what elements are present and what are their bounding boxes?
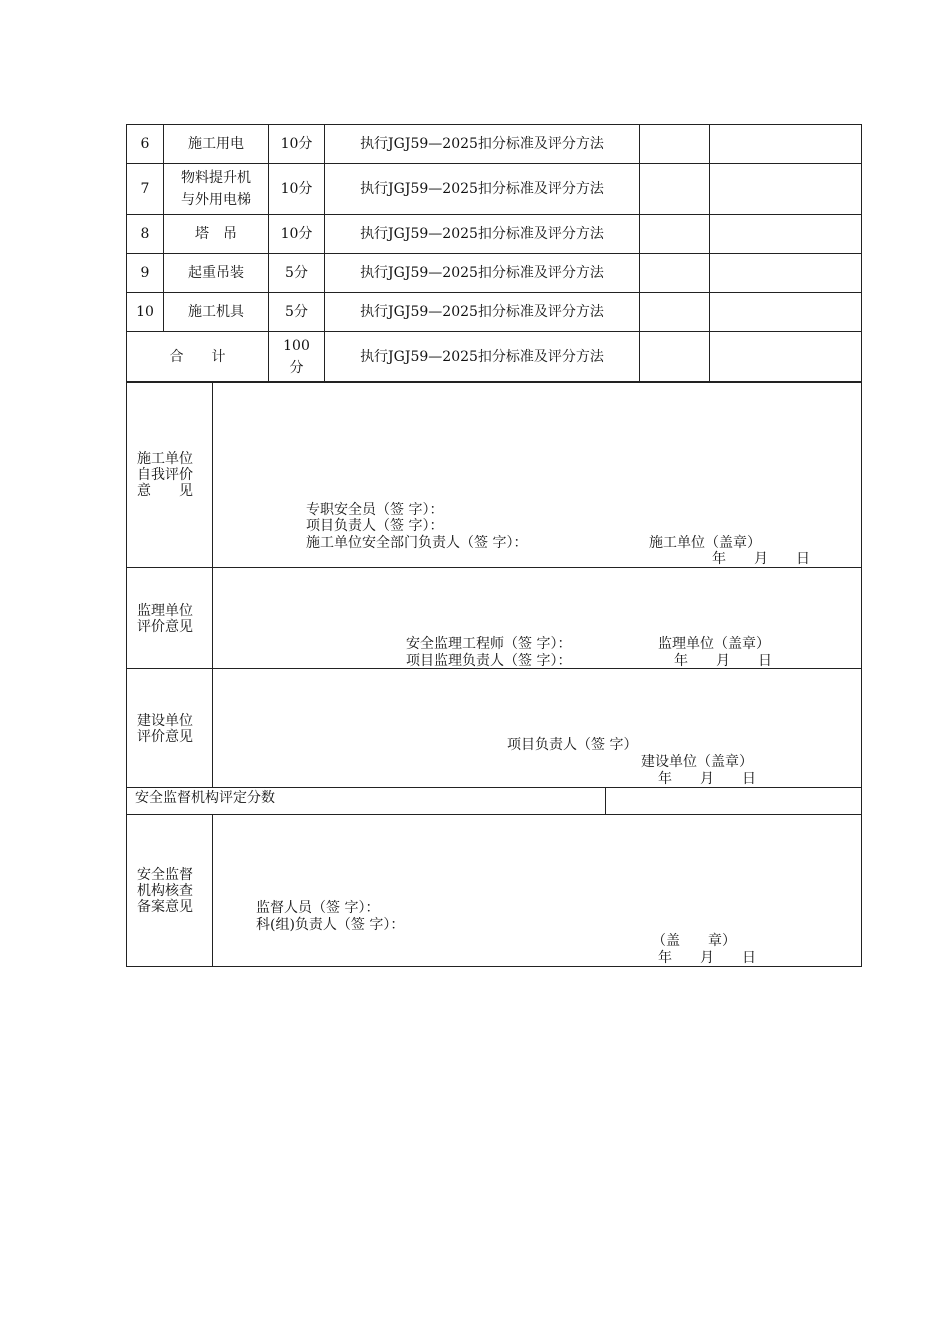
contractor-section-label xyxy=(137,451,207,499)
rule xyxy=(126,382,127,967)
rule xyxy=(605,787,606,815)
owner-section-label xyxy=(137,713,207,745)
safety-engineer-signature[interactable]: 安全监理工程师（签 字）： xyxy=(406,636,572,652)
authority-date[interactable]: 年 月 日 xyxy=(658,950,756,966)
rule xyxy=(212,814,213,967)
supervision-seal: 监理单位（盖章） xyxy=(658,636,770,652)
supervisor-signature[interactable]: 监督人员（签 字）： xyxy=(256,900,380,916)
row-number: 9 xyxy=(140,265,150,281)
total-label: 合 计 xyxy=(169,348,226,365)
row-item-line: 物料提升机 xyxy=(181,170,251,186)
row-item: 起重吊装 xyxy=(188,265,244,281)
row-standard: 执行JGJ59—2025扣分标准及评分方法 xyxy=(360,136,604,152)
label-line: 备案意见 xyxy=(137,899,193,915)
rule xyxy=(212,382,213,788)
row-score: 10分 xyxy=(280,181,313,197)
row-standard: 执行JGJ59—2025扣分标准及评分方法 xyxy=(360,181,604,197)
owner-seal: 建设单位（盖章） xyxy=(641,754,753,770)
chief-supervisor-signature[interactable]: 项目监理负责人（签 字）： xyxy=(406,653,572,669)
rule xyxy=(861,124,862,382)
total-standard: 执行JGJ59—2025扣分标准及评分方法 xyxy=(360,348,604,365)
rule xyxy=(709,124,710,382)
project-manager-signature[interactable]: 项目负责人（签 字）： xyxy=(306,518,444,534)
rule xyxy=(126,787,862,788)
supervision-date[interactable]: 年 月 日 xyxy=(674,653,772,669)
owner-date[interactable]: 年 月 日 xyxy=(658,771,756,787)
row-score: 5分 xyxy=(285,304,308,320)
row-score: 10分 xyxy=(280,136,313,152)
row-item: 施工用电 xyxy=(188,136,244,152)
row-number: 10 xyxy=(136,304,154,320)
label-line: 施工单位 xyxy=(137,451,193,467)
row-score: 10分 xyxy=(280,226,313,242)
rule xyxy=(126,381,862,383)
label-line: 建设单位 xyxy=(137,713,193,729)
authority-section-label xyxy=(137,867,207,915)
total-score-unit: 分 xyxy=(289,359,304,376)
row-standard: 执行JGJ59—2025扣分标准及评分方法 xyxy=(360,304,604,320)
row-number: 8 xyxy=(140,226,150,242)
row-item xyxy=(164,164,268,214)
contractor-seal: 施工单位（盖章） xyxy=(649,535,761,551)
rule xyxy=(126,966,862,967)
rule xyxy=(861,382,862,967)
row-score: 5分 xyxy=(285,265,308,281)
label-line: 机构核查 xyxy=(137,883,193,899)
rule xyxy=(126,567,862,568)
supervision-section-label xyxy=(137,603,207,635)
row-item-line: 与外用电梯 xyxy=(181,192,251,208)
label-line: 自我评价 xyxy=(137,467,193,483)
row-item: 塔 吊 xyxy=(195,226,237,242)
label-line: 评价意见 xyxy=(137,619,193,635)
label-line: 安全监督 xyxy=(137,867,193,883)
safety-officer-signature[interactable]: 专职安全员（签 字）： xyxy=(306,502,444,518)
authority-seal: （盖 章） xyxy=(652,933,736,949)
row-standard: 执行JGJ59—2025扣分标准及评分方法 xyxy=(360,265,604,281)
label-line: 监理单位 xyxy=(137,603,193,619)
rule xyxy=(639,124,640,382)
section-head-signature[interactable]: 科(组)负责人（签 字）： xyxy=(256,917,405,933)
rule xyxy=(126,814,862,815)
total-score xyxy=(269,332,324,381)
authority-score-label: 安全监督机构评定分数 xyxy=(135,790,275,806)
label-line: 意 见 xyxy=(137,483,193,499)
row-number: 7 xyxy=(140,181,150,197)
row-item: 施工机具 xyxy=(188,304,244,320)
contractor-date[interactable]: 年 月 日 xyxy=(712,551,810,567)
row-number: 6 xyxy=(140,136,150,152)
total-score-number: 100 xyxy=(283,337,310,354)
label-line: 评价意见 xyxy=(137,729,193,745)
safety-dept-head-signature[interactable]: 施工单位安全部门负责人（签 字）： xyxy=(306,535,528,551)
row-standard: 执行JGJ59—2025扣分标准及评分方法 xyxy=(360,226,604,242)
owner-project-manager-signature[interactable]: 项目负责人（签 字） xyxy=(507,737,638,753)
